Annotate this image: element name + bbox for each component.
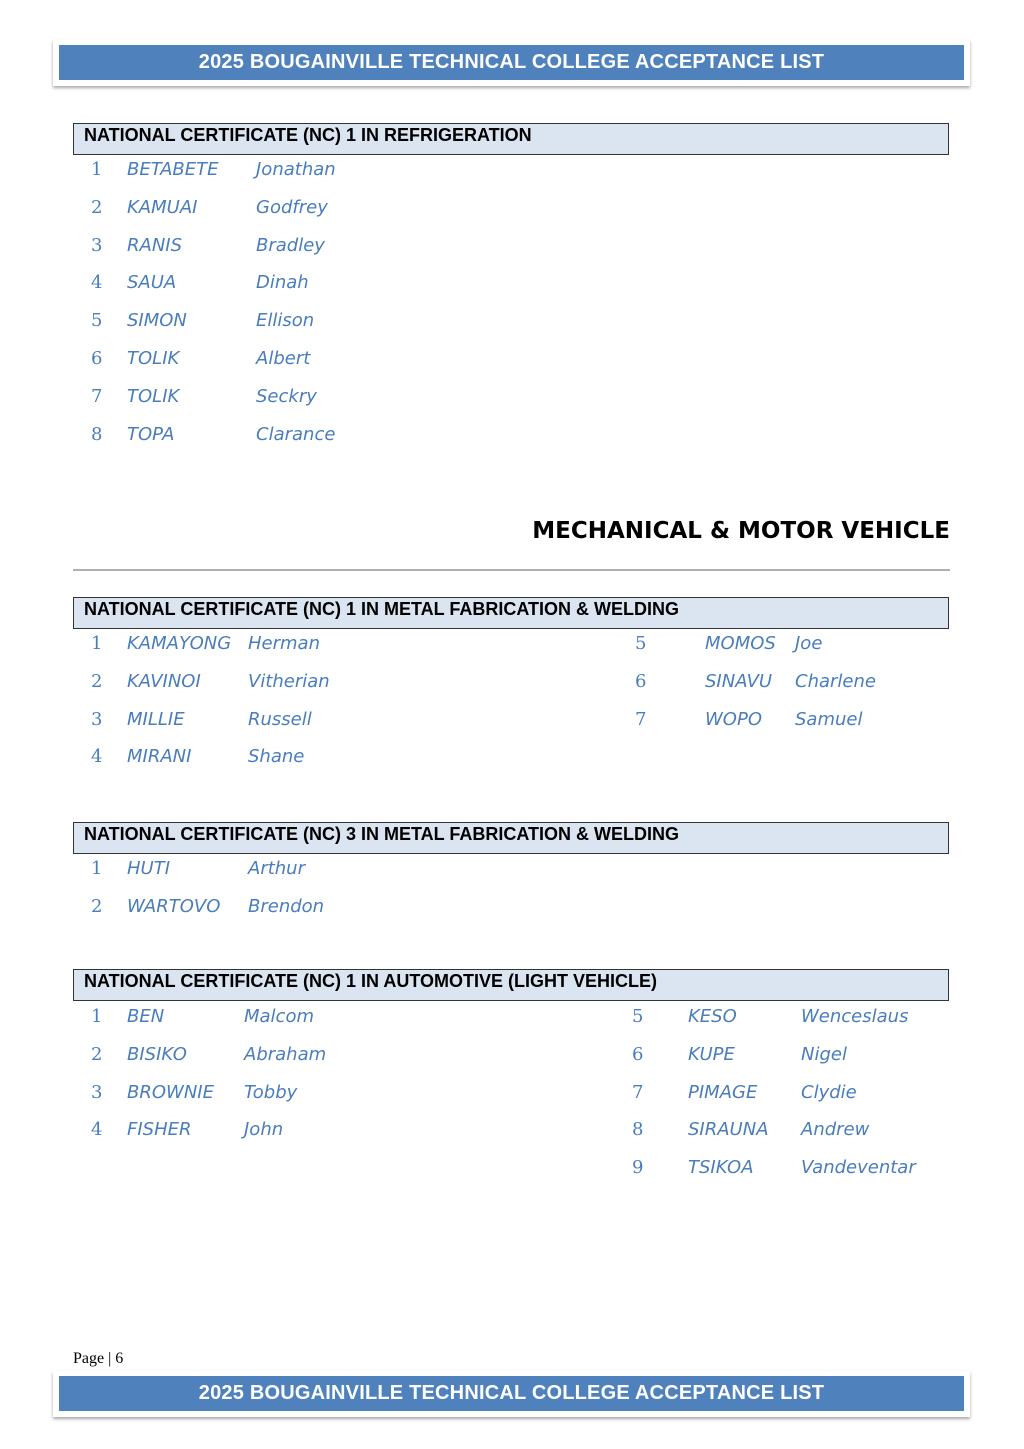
entry-number: 4 [91, 1119, 103, 1141]
section-title-metal-fabrication-nc1: NATIONAL CERTIFICATE (NC) 1 IN METAL FABRICATION & WELDING [73, 597, 949, 629]
entry-given-name: Herman [248, 633, 320, 654]
entry-surname: PIMAGE [688, 1081, 758, 1103]
entry-given-name: Shane [248, 746, 305, 768]
entry-number: 1 [91, 1006, 103, 1027]
entry-given-name: Vitherian [248, 670, 330, 692]
entry-surname: TOLIK [127, 348, 180, 369]
entry-given-name: Abraham [244, 1043, 327, 1065]
list-item [0, 385, 317, 410]
header-banner-title: 2025 BOUGAINVILLE TECHNICAL COLLEGE ACCEPTANCE LIST [59, 45, 964, 80]
entry-surname: BROWNIE [127, 1081, 214, 1103]
list-item [0, 196, 328, 221]
entry-given-name: Nigel [801, 1043, 847, 1065]
entry-number: 2 [91, 895, 103, 917]
entry-surname: SINAVU [705, 670, 773, 692]
section-title-refrigeration-nc1: NATIONAL CERTIFICATE (NC) 1 IN REFRIGERATION [73, 123, 949, 155]
entry-given-name: John [244, 1119, 284, 1141]
entry-surname: WARTOVO [127, 895, 221, 917]
entry-given-name: Samuel [795, 708, 863, 730]
entry-number: 2 [91, 670, 103, 692]
entry-given-name: Arthur [248, 858, 305, 879]
entry-number: 8 [632, 1119, 644, 1141]
entry-number: 7 [91, 385, 103, 407]
entry-given-name: Jonathan [256, 159, 336, 180]
entry-given-name: Dinah [256, 272, 309, 294]
entry-surname: TOLIK [127, 385, 180, 407]
entry-given-name: Malcom [244, 1006, 315, 1027]
entry-surname: MIRANI [127, 746, 192, 768]
footer-banner [53, 1371, 970, 1417]
entry-number: 5 [632, 1006, 644, 1027]
list-item [0, 746, 305, 770]
entry-given-name: Andrew [801, 1119, 870, 1141]
entry-surname: SIMON [127, 310, 187, 332]
entry-number: 1 [91, 633, 103, 654]
entry-surname: TSIKOA [688, 1157, 754, 1179]
entry-given-name: Clydie [801, 1081, 857, 1103]
entry-surname: MILLIE [127, 708, 185, 730]
entry-surname: WOPO [705, 708, 762, 730]
list-item [0, 272, 309, 296]
entry-surname: FISHER [127, 1119, 192, 1141]
entry-number: 6 [632, 1043, 644, 1065]
entry-given-name: Ellison [256, 310, 315, 332]
entry-number: 4 [91, 272, 103, 294]
entry-surname: HUTI [127, 858, 171, 879]
header-banner [53, 40, 970, 86]
list-item [0, 858, 305, 882]
list-item [0, 895, 325, 920]
entry-number: 3 [91, 1081, 103, 1103]
entry-number: 2 [91, 196, 103, 218]
entry-surname: MOMOS [705, 633, 776, 654]
entry-number: 2 [91, 1043, 103, 1065]
entry-number: 7 [632, 1081, 644, 1103]
entry-given-name: Vandeventar [801, 1157, 916, 1179]
entry-given-name: Russell [248, 708, 312, 730]
entry-given-name: Clarance [256, 423, 336, 445]
entry-given-name: Joe [795, 633, 823, 654]
entry-surname: BISIKO [127, 1043, 187, 1065]
entry-number: 6 [635, 670, 647, 692]
entry-surname: KAMUAI [127, 196, 198, 218]
entry-given-name: Charlene [795, 670, 876, 692]
list-item [0, 310, 315, 334]
section-title-automotive-nc1: NATIONAL CERTIFICATE (NC) 1 IN AUTOMOTIVE (LIGHT VEHICLE) [73, 969, 949, 1001]
entry-surname: RANIS [127, 234, 183, 256]
entry-given-name: Godfrey [256, 196, 328, 218]
entry-surname: BETABETE [127, 159, 219, 180]
entry-number: 8 [91, 423, 103, 445]
entry-surname: KESO [688, 1006, 737, 1027]
list-item [0, 159, 336, 183]
entry-number: 1 [91, 858, 103, 879]
department-title: MECHANICAL & MOTOR VEHICLE [532, 518, 950, 544]
entry-surname: KAMAYONG [127, 633, 232, 654]
entry-number: 6 [91, 348, 103, 369]
entry-number: 3 [91, 234, 103, 256]
entry-given-name: Wenceslaus [801, 1006, 909, 1027]
entry-given-name: Bradley [256, 234, 325, 256]
entry-number: 7 [635, 708, 647, 730]
section-title-metal-fabrication-nc3: NATIONAL CERTIFICATE (NC) 3 IN METAL FABRICATION & WELDING [73, 822, 949, 854]
entry-given-name: Brendon [248, 895, 325, 917]
entry-given-name: Seckry [256, 385, 317, 407]
entry-surname: SIRAUNA [688, 1119, 769, 1141]
entry-number: 3 [91, 708, 103, 730]
entry-surname: TOPA [127, 423, 175, 445]
entry-number: 4 [91, 746, 103, 768]
list-item [0, 1157, 916, 1181]
entry-given-name: Albert [256, 348, 311, 369]
list-item [0, 423, 336, 448]
list-item [0, 348, 311, 372]
list-item [0, 234, 325, 259]
entry-number: 1 [91, 159, 103, 180]
entry-surname: SAUA [127, 272, 177, 294]
entry-number: 5 [91, 310, 103, 332]
footer-banner-title: 2025 BOUGAINVILLE TECHNICAL COLLEGE ACCEPTANCE LIST [59, 1376, 964, 1411]
entry-number: 5 [635, 633, 647, 654]
entry-surname: KAVINOI [127, 670, 201, 692]
entry-given-name: Tobby [244, 1081, 298, 1103]
page-number: Page | 6 [73, 1350, 124, 1367]
entry-surname: KUPE [688, 1043, 735, 1065]
entry-number: 9 [632, 1157, 644, 1179]
entry-surname: BEN [127, 1006, 165, 1027]
section-divider [73, 569, 950, 571]
